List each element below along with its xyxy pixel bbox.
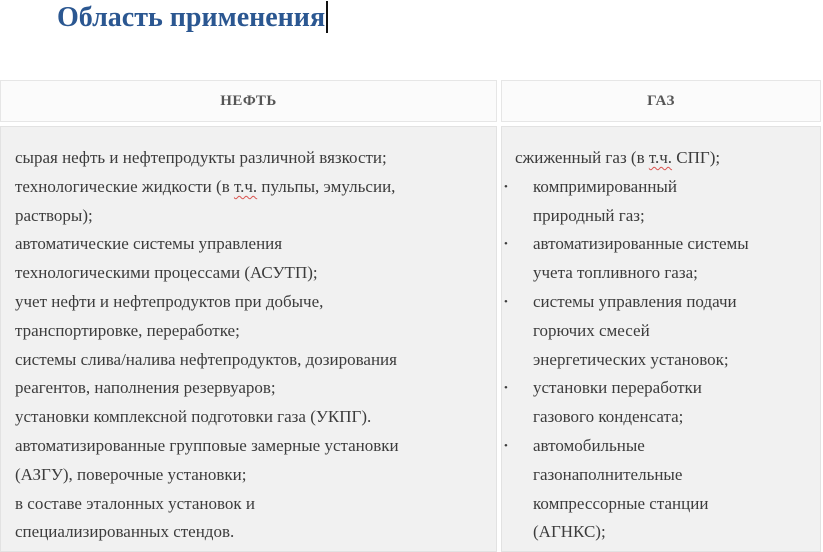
gas-first-line-suffix: СПГ); [672, 148, 721, 167]
column-header-oil: НЕФТЬ [0, 80, 497, 122]
oil-line: технологическими процессами (АСУТП); [15, 263, 318, 283]
oil-line: специализированных стендов. [15, 522, 235, 542]
gas-line: (АГНКС); [533, 522, 606, 542]
gas-line: • установки переработки [502, 374, 822, 403]
oil-line: реагентов, наполнения резервуаров; [15, 378, 276, 398]
gas-line: энергетических установок; [533, 349, 729, 369]
spellcheck-marked-word: т.ч. [648, 148, 673, 167]
oil-line: автоматизированные групповые замерные установки [15, 435, 399, 455]
bullet-icon: • [504, 439, 508, 452]
gas-line [502, 144, 822, 173]
oil-column-cell[interactable] [0, 126, 497, 552]
bullet-icon: • [504, 180, 508, 193]
gas-line: • автоматизированные системы [502, 230, 822, 259]
gas-line: горючих смесей [533, 320, 650, 340]
oil-applications-list [15, 144, 399, 547]
gas-first-line-prefix: сжиженный газ (в [515, 148, 649, 167]
bullet-icon: • [504, 382, 508, 395]
gas-line: газового конденсата; [533, 407, 684, 427]
text-cursor [326, 1, 328, 33]
gas-line: газонаполнительные [533, 464, 683, 484]
oil-line: (АЗГУ), поверочные установки; [15, 464, 247, 484]
gas-line: • системы управления подачи [502, 288, 822, 317]
column-header-gas: ГАЗ [501, 80, 821, 122]
gas-line: • автомобильные [502, 432, 822, 461]
page-title-text: Область применения [57, 2, 326, 33]
gas-line: учета топливного газа; [533, 263, 698, 283]
oil-line: системы слива/налива нефтепродуктов, дозирования [15, 349, 397, 369]
gas-line: компрессорные станции [533, 493, 709, 513]
oil-line: установки комплексной подготовки газа (УКПГ). [15, 407, 372, 427]
oil-line: автоматические системы управления [15, 234, 283, 254]
bullet-icon: • [504, 238, 508, 251]
gas-applications-list [502, 144, 822, 547]
oil-line: растворы); [15, 205, 93, 225]
application-table [0, 80, 823, 552]
oil-line: в составе эталонных установок и [15, 493, 256, 513]
bullet-icon: • [504, 295, 508, 308]
gas-line: природный газ; [533, 205, 645, 225]
gas-line: • компримированный [502, 173, 822, 202]
page-title [57, 1, 328, 35]
oil-line: учет нефти и нефтепродуктов при добыче, [15, 291, 324, 311]
oil-line: сырая нефть и нефтепродукты различной вязкости; [15, 148, 387, 167]
gas-column-cell[interactable] [501, 126, 821, 552]
oil-line: технологические жидкости (в т.ч. пульпы, эмульсии, [15, 176, 396, 196]
oil-line: транспортировке, переработке; [15, 320, 240, 340]
spellcheck-marked-word: т.ч. [233, 176, 258, 196]
